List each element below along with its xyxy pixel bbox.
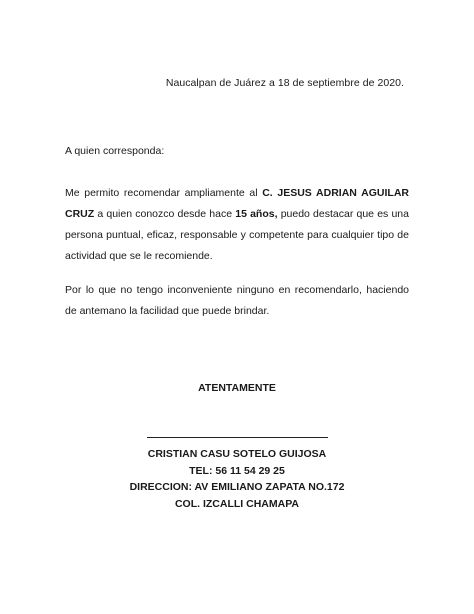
closing-salutation: ATENTAMENTE bbox=[198, 382, 276, 394]
paragraph-text-part2: a quien conozco desde hace bbox=[94, 208, 236, 220]
date-line: Naucalpan de Juárez a 18 de septiembre de 2020. bbox=[165, 77, 404, 89]
signature-block bbox=[0, 446, 474, 512]
years-known: 15 años, bbox=[235, 208, 278, 220]
signer-address: DIRECCION: AV EMILIANO ZAPATA NO.172 bbox=[129, 481, 345, 493]
greeting: A quien corresponda: bbox=[65, 145, 165, 157]
signer-phone: TEL: 56 11 54 29 25 bbox=[189, 464, 285, 477]
signer-colony: COL. IZCALLI CHAMAPA bbox=[174, 497, 300, 510]
paragraph-text-part1: Me permito recomendar ampliamente al bbox=[65, 187, 263, 199]
signature-line bbox=[147, 437, 328, 438]
recommendation-paragraph bbox=[65, 183, 409, 267]
recommended-person-name: C. JESUS ADRIAN AGUILAR CRUZ bbox=[65, 187, 409, 220]
closing-paragraph: Por lo que no tengo inconveniente ninguno en recomendarlo, haciendo de antemano la facilidad que puede brindar. bbox=[65, 284, 409, 317]
paragraph-text-part3: puedo destacar que es una persona puntual, eficaz, responsable y competente para cualquier tipo de actividad que se le recomiende. bbox=[65, 208, 409, 262]
signer-name: CRISTIAN CASU SOTELO GUIJOSA bbox=[147, 448, 327, 460]
